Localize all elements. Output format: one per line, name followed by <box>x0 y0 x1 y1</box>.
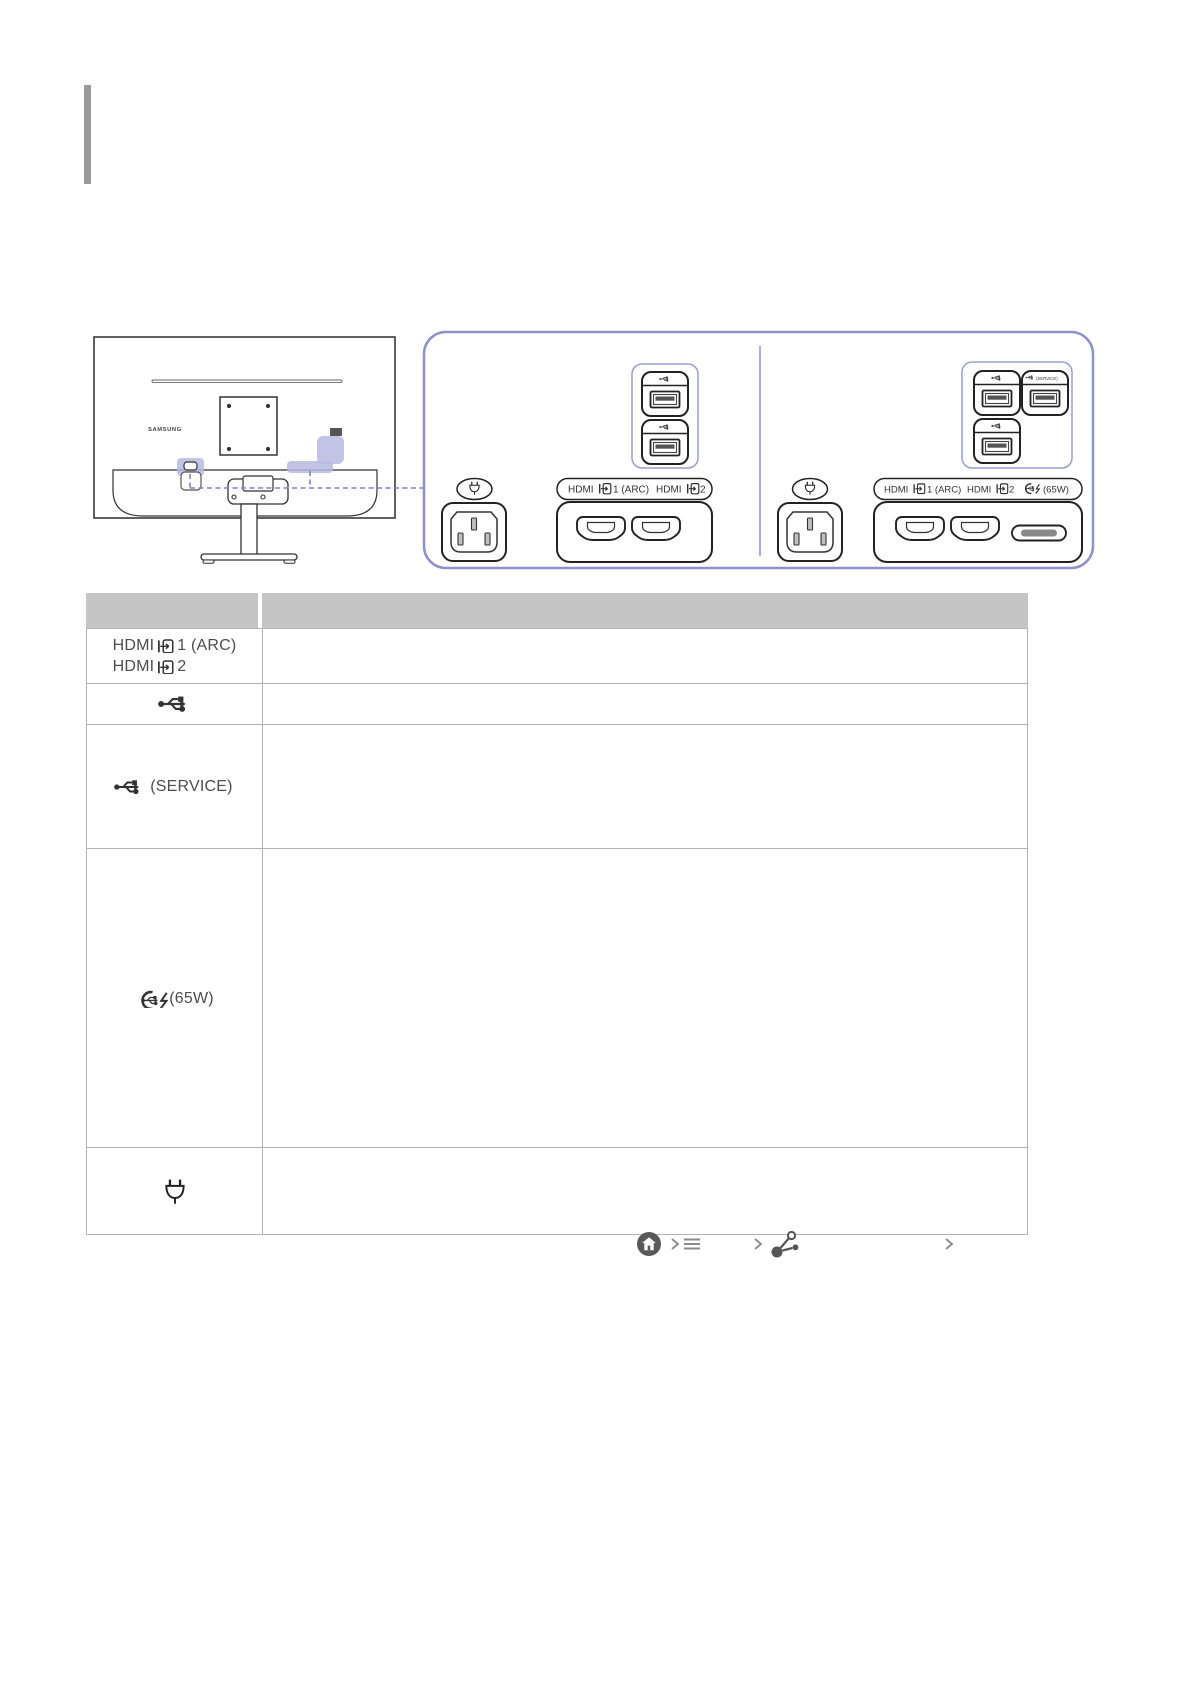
hdmi2-num: 2 <box>700 484 706 496</box>
service-port-label: (SERVICE) <box>1036 375 1058 381</box>
chevron-right-icon <box>943 1237 955 1251</box>
hdmi-number: 1 (ARC) <box>177 637 237 654</box>
usbc-row-description-cell <box>263 849 1027 1147</box>
usb-c-port <box>1012 526 1066 541</box>
hdmi-row-label-cell <box>87 629 263 683</box>
row-usb <box>87 683 1027 724</box>
usb-c-power-icon <box>135 988 169 1008</box>
hdmi1-num: 1 (ARC) <box>927 484 962 496</box>
power-row-description-cell <box>263 1148 1027 1234</box>
row-power <box>87 1147 1027 1234</box>
chevron-right-icon <box>669 1237 681 1251</box>
hdmi-port-1-right <box>896 517 944 540</box>
section-margin-marker <box>84 85 91 184</box>
hdmi1-num: 1 (ARC) <box>613 484 650 496</box>
monitor-rear-view <box>94 337 424 563</box>
hdmi1-label: HDMI <box>884 484 909 496</box>
hdmi-port-2-left <box>632 517 680 540</box>
vesa-mount <box>220 397 277 455</box>
hdmi-number: 2 <box>177 658 187 675</box>
hdmi1-label: HDMI <box>568 484 594 496</box>
header-cell-port <box>86 593 258 628</box>
hdmi-label: HDMI <box>112 658 155 675</box>
rear-ports-diagram <box>60 320 1120 590</box>
port-description-table <box>86 593 1028 1235</box>
power-row-label-cell <box>87 1148 263 1234</box>
lock-slot-label <box>330 428 342 436</box>
usb-row-description-cell <box>263 684 1027 724</box>
usb-port-2-left <box>642 420 688 464</box>
menu-icon <box>683 1237 701 1251</box>
home-icon <box>636 1231 662 1257</box>
usb-port-1-left <box>642 372 688 416</box>
row-usbc-65w <box>87 848 1027 1147</box>
header-cell-description <box>262 593 1028 628</box>
power-label-oval-left <box>457 479 492 500</box>
hdmi2-label: HDMI <box>656 484 682 496</box>
samsung-logo: SAMSUNG <box>148 427 182 433</box>
row-hdmi <box>87 628 1027 683</box>
hdmi-port-1-left <box>577 517 625 540</box>
power-label-oval-right <box>793 479 828 500</box>
connected-device-icon <box>769 1229 801 1259</box>
hdmi-in-icon <box>157 659 174 674</box>
service-label: (SERVICE) <box>150 778 233 795</box>
row-usb-service <box>87 724 1027 848</box>
ac-power-inlet-right <box>778 503 842 561</box>
usb-trident-icon <box>156 695 194 713</box>
power-port-small <box>184 462 197 470</box>
usb-port-2-right <box>974 419 1020 463</box>
hdmi2-label: HDMI <box>967 484 992 496</box>
menu-breadcrumb-icons <box>630 1226 970 1262</box>
usb-port-1-right <box>974 371 1020 415</box>
service-row-label-cell <box>87 725 263 848</box>
table-header-row <box>86 593 1028 628</box>
usbc-65w-label: (65W) <box>1043 484 1069 496</box>
usbc-row-label-cell <box>87 849 263 1147</box>
usbc-65w-label: (65W) <box>169 989 214 1007</box>
ports-zoom-panel <box>424 332 1093 568</box>
usb-service-port <box>1022 371 1068 415</box>
ac-power-inlet-left <box>442 503 506 561</box>
highlight-side-ports <box>317 436 344 464</box>
usb-trident-icon <box>113 779 147 795</box>
service-row-description-cell <box>263 725 1027 848</box>
hdmi-label: HDMI <box>112 637 155 654</box>
chevron-right-icon <box>752 1237 764 1251</box>
power-plug-icon <box>163 1177 187 1205</box>
hdmi2-num: 2 <box>1009 484 1015 496</box>
hdmi-port-2-right <box>951 517 999 540</box>
hdmi-row-description-cell <box>263 629 1027 683</box>
usb-row-label-cell <box>87 684 263 724</box>
hdmi-in-icon <box>157 638 174 653</box>
